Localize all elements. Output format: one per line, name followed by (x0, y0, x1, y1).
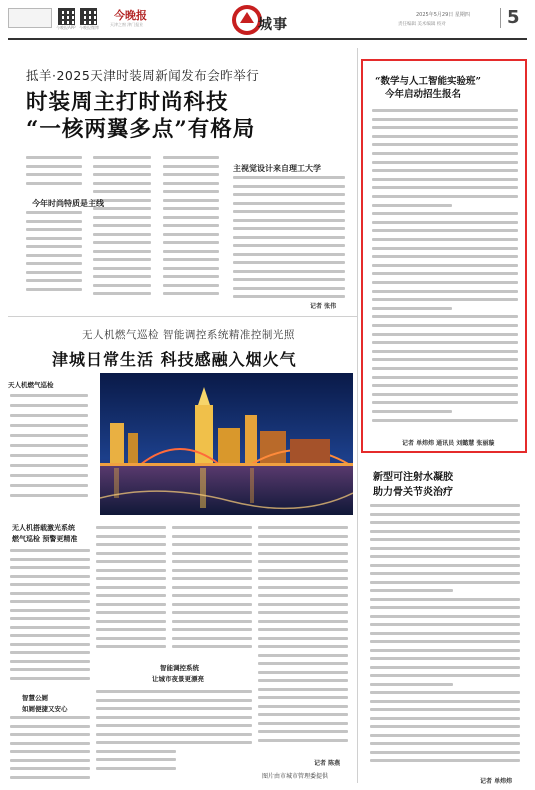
text-line (96, 535, 166, 538)
text-line (26, 288, 82, 291)
text-line (172, 543, 252, 546)
text-line (370, 547, 520, 550)
text-line (10, 434, 88, 437)
text-line (233, 287, 345, 290)
text-line (172, 741, 252, 744)
text-line (233, 176, 345, 179)
text-line (96, 611, 166, 614)
text-line (370, 674, 520, 677)
text-line (163, 165, 219, 168)
text-line (372, 358, 518, 361)
text-line (96, 733, 176, 736)
text-line (370, 666, 520, 669)
text-line (370, 521, 520, 524)
photo-credit: 图片由市城市管理委提供 (262, 773, 329, 780)
text-line (370, 564, 520, 567)
text-line (10, 583, 90, 586)
text-line (26, 220, 82, 223)
text-line (93, 258, 151, 261)
text-line (93, 292, 151, 295)
text-line (10, 609, 90, 612)
text-line (372, 315, 518, 318)
text-line (93, 275, 151, 278)
text-line (93, 250, 151, 253)
text-line (96, 767, 176, 770)
text-line (372, 161, 518, 164)
text-line (372, 195, 518, 198)
text-line (258, 671, 348, 674)
text-line (10, 716, 90, 719)
header-rule (8, 38, 527, 40)
text-line (372, 290, 518, 293)
text-line (10, 626, 90, 629)
text-line (172, 560, 252, 563)
text-line (163, 241, 219, 244)
text-line (372, 118, 518, 121)
text-line (258, 713, 348, 716)
text-line (10, 742, 90, 745)
text-line (96, 699, 176, 702)
section-divider (8, 316, 358, 317)
text-line (370, 530, 520, 533)
text-line (163, 233, 219, 236)
text-line (233, 185, 345, 188)
text-line (372, 376, 518, 379)
text-line (10, 444, 88, 447)
text-line (163, 156, 219, 159)
text-line (233, 270, 345, 273)
text-line (10, 767, 90, 770)
text-line (26, 165, 82, 168)
text-line (172, 552, 252, 555)
text-line (10, 424, 88, 427)
text-line (258, 611, 348, 614)
text-line (258, 560, 348, 563)
text-line (370, 751, 520, 754)
feature-side-head: 燃气巡检 预警更精准 (12, 535, 78, 543)
text-line (26, 245, 82, 248)
text-line (172, 707, 252, 710)
text-line (258, 526, 348, 529)
text-line (372, 247, 518, 250)
text-line (96, 577, 166, 580)
text-line (233, 210, 345, 213)
text-line (172, 603, 252, 606)
text-line (10, 549, 90, 552)
text-line (10, 643, 90, 646)
text-line (96, 594, 166, 597)
text-line (93, 267, 151, 270)
text-line (26, 254, 82, 257)
text-line (93, 173, 151, 176)
section-name: 城事 (258, 17, 288, 33)
text-line (258, 594, 348, 597)
text-line (93, 224, 151, 227)
text-line (96, 543, 166, 546)
text-line (372, 401, 518, 404)
text-line (93, 241, 151, 244)
masthead-logo (8, 8, 52, 28)
text-line (26, 279, 82, 282)
lead-headline: 时装周主打时尚科技 (26, 90, 229, 115)
text-line (370, 649, 520, 652)
text-line (10, 474, 88, 477)
text-line (93, 190, 151, 193)
text-line (233, 261, 345, 264)
text-line (258, 577, 348, 580)
text-line (172, 716, 252, 719)
text-line (372, 393, 518, 396)
text-line (163, 258, 219, 261)
text-line (372, 264, 518, 267)
text-line (10, 660, 90, 663)
text-line (93, 216, 151, 219)
text-line (372, 109, 518, 112)
text-line (372, 255, 518, 258)
text-line (163, 267, 219, 270)
text-line (10, 617, 90, 620)
text-line (372, 143, 518, 146)
bottom-right-headline: 新型可注射水凝胶 (373, 472, 453, 483)
text-line (372, 135, 518, 138)
bottom-right-byline: 记者 单炜炜 (480, 778, 513, 785)
text-line (258, 730, 348, 733)
text-line (10, 600, 90, 603)
text-line (10, 558, 90, 561)
feature-headline: 津城日常生活 科技感融入烟火气 (52, 350, 297, 369)
text-line (172, 586, 252, 589)
text-line (372, 350, 518, 353)
text-line (26, 237, 82, 240)
text-line (372, 341, 518, 344)
text-line (372, 229, 518, 232)
text-line (258, 679, 348, 682)
text-line (10, 776, 90, 779)
text-line (370, 691, 520, 694)
text-line (93, 165, 151, 168)
text-line (372, 212, 518, 215)
text-line (10, 725, 90, 728)
text-line (258, 637, 348, 640)
text-line (370, 581, 520, 584)
lead-subhead: 主视觉设计来自理工大学 (233, 163, 321, 173)
text-line (96, 637, 166, 640)
text-line (10, 484, 88, 487)
text-line (258, 705, 348, 708)
text-line (96, 620, 166, 623)
text-line (370, 513, 520, 516)
text-line (372, 410, 452, 413)
qr-code-icon (58, 8, 75, 25)
text-line (370, 589, 453, 592)
text-line (93, 233, 151, 236)
text-line (258, 586, 348, 589)
text-line (163, 199, 219, 202)
text-line (172, 611, 252, 614)
text-line (370, 759, 520, 762)
text-line (26, 182, 82, 185)
text-line (163, 275, 219, 278)
text-line (96, 741, 176, 744)
text-line (96, 569, 166, 572)
text-line (372, 298, 518, 301)
text-line (96, 645, 166, 648)
text-line (370, 657, 520, 660)
text-line (163, 224, 219, 227)
text-line (172, 637, 252, 640)
text-line (10, 733, 90, 736)
text-line (26, 173, 82, 176)
text-line (26, 156, 82, 159)
text-line (163, 250, 219, 253)
text-line (258, 645, 348, 648)
highlight-byline: 记者 单炜炜 通讯员 刘懿慧 张丽璇 (402, 440, 495, 447)
text-line (372, 238, 518, 241)
page-number: 5 (500, 8, 520, 28)
text-line (233, 295, 345, 298)
text-line (96, 707, 176, 710)
feature-subhead: 智能调控系统 (160, 664, 199, 672)
feature-subhead: 如厕便捷又安心 (22, 705, 68, 713)
text-line (370, 598, 520, 601)
text-line (370, 725, 520, 728)
feature-subhead: 智慧公厕 (22, 694, 48, 702)
paper-name: 今晚报 (114, 9, 147, 22)
text-line (370, 708, 520, 711)
text-line (10, 404, 88, 407)
text-line (172, 690, 252, 693)
text-line (10, 651, 90, 654)
text-line (10, 394, 88, 397)
text-line (10, 566, 90, 569)
text-line (172, 535, 252, 538)
lead-headline: “一核两翼多点”有格局 (26, 117, 256, 142)
text-line (233, 253, 345, 256)
text-line (258, 739, 348, 742)
text-line (372, 221, 518, 224)
text-line (26, 271, 82, 274)
text-line (96, 724, 176, 727)
text-line (370, 615, 520, 618)
highlight-headline: 今年启动招生报名 (385, 89, 462, 100)
text-line (10, 759, 90, 762)
text-line (172, 699, 252, 702)
text-line (163, 207, 219, 210)
lead-byline: 记者 张伟 (310, 303, 337, 310)
text-line (233, 193, 345, 196)
qr-code-icon (80, 8, 97, 25)
text-line (258, 543, 348, 546)
text-line (372, 272, 518, 275)
text-line (96, 552, 166, 555)
text-line (233, 219, 345, 222)
qr-caption: 今晚报微博 (79, 25, 99, 30)
editor-credits: 责任编辑 美术编辑 校对 (398, 22, 446, 27)
text-line (258, 552, 348, 555)
lead-subhead: 今年时尚特质是主线 (32, 198, 104, 208)
text-line (233, 227, 345, 230)
text-line (96, 758, 176, 761)
bottom-right-headline: 助力骨关节炎治疗 (373, 487, 453, 498)
photo-caption-title: 天人机燃气巡检 (8, 381, 54, 389)
text-line (258, 569, 348, 572)
column-rule (357, 48, 358, 783)
text-line (172, 526, 252, 529)
text-line (258, 688, 348, 691)
text-line (172, 645, 252, 648)
text-line (370, 742, 520, 745)
text-line (372, 324, 518, 327)
qr-caption: 今晚报APP (56, 25, 76, 30)
text-line (10, 668, 90, 671)
text-line (96, 690, 176, 693)
text-line (258, 654, 348, 657)
text-line (163, 284, 219, 287)
text-line (26, 228, 82, 231)
text-line (96, 628, 166, 631)
text-line (370, 632, 520, 635)
text-line (10, 592, 90, 595)
issue-date: 2025年5月29日 星期四 (416, 12, 470, 18)
feature-side-head: 无人机搭载激光系统 (12, 524, 75, 532)
text-line (93, 284, 151, 287)
text-line (258, 535, 348, 538)
text-line (372, 152, 518, 155)
text-line (163, 182, 219, 185)
text-line (10, 414, 88, 417)
text-line (10, 677, 90, 680)
text-line (10, 464, 88, 467)
text-line (372, 126, 518, 129)
text-line (10, 454, 88, 457)
text-line (96, 750, 176, 753)
text-line (370, 606, 520, 609)
text-line (258, 662, 348, 665)
text-line (370, 717, 520, 720)
text-line (372, 384, 518, 387)
feature-kicker: 无人机燃气巡检 智能调控系统精准控制光照 (82, 329, 295, 341)
text-line (372, 186, 518, 189)
text-line (233, 278, 345, 281)
text-line (370, 572, 520, 575)
text-line (370, 683, 453, 686)
text-line (172, 724, 252, 727)
text-line (172, 577, 252, 580)
text-line (372, 367, 518, 370)
text-line (163, 292, 219, 295)
text-line (370, 623, 520, 626)
feature-subhead: 让城市夜景更漂亮 (152, 675, 204, 683)
text-line (258, 722, 348, 725)
text-line (372, 178, 518, 181)
text-line (172, 628, 252, 631)
text-line (372, 169, 518, 172)
text-line (10, 494, 88, 497)
text-line (370, 700, 520, 703)
text-line (172, 569, 252, 572)
text-line (370, 734, 520, 737)
text-line (370, 504, 520, 507)
paper-subtitle: 天津之窗 津门报业 (110, 22, 144, 27)
text-line (172, 594, 252, 597)
text-line (370, 640, 520, 643)
text-line (370, 555, 520, 558)
text-line (172, 620, 252, 623)
text-line (172, 733, 252, 736)
text-line (372, 281, 518, 284)
text-line (26, 262, 82, 265)
night-skyline-photo (100, 373, 353, 515)
text-line (163, 190, 219, 193)
text-line (96, 560, 166, 563)
text-line (96, 586, 166, 589)
text-line (258, 696, 348, 699)
text-line (26, 211, 82, 214)
text-line (10, 634, 90, 637)
text-line (372, 307, 452, 310)
text-line (96, 526, 166, 529)
text-line (10, 575, 90, 578)
text-line (233, 244, 345, 247)
text-line (93, 182, 151, 185)
text-line (370, 538, 520, 541)
highlight-headline: “数学与人工智能实验班” (375, 76, 481, 87)
text-line (258, 628, 348, 631)
text-line (10, 750, 90, 753)
text-line (96, 716, 176, 719)
text-line (163, 173, 219, 176)
text-line (233, 236, 345, 239)
feature-byline: 记者 陈燕 (314, 760, 341, 767)
text-line (372, 333, 518, 336)
text-line (233, 202, 345, 205)
text-line (372, 204, 452, 207)
lead-kicker: 抵羊·2025天津时装周新闻发布会昨举行 (26, 68, 260, 83)
text-line (93, 156, 151, 159)
text-line (372, 419, 518, 422)
text-line (96, 603, 166, 606)
text-line (163, 216, 219, 219)
text-line (258, 603, 348, 606)
text-line (258, 620, 348, 623)
